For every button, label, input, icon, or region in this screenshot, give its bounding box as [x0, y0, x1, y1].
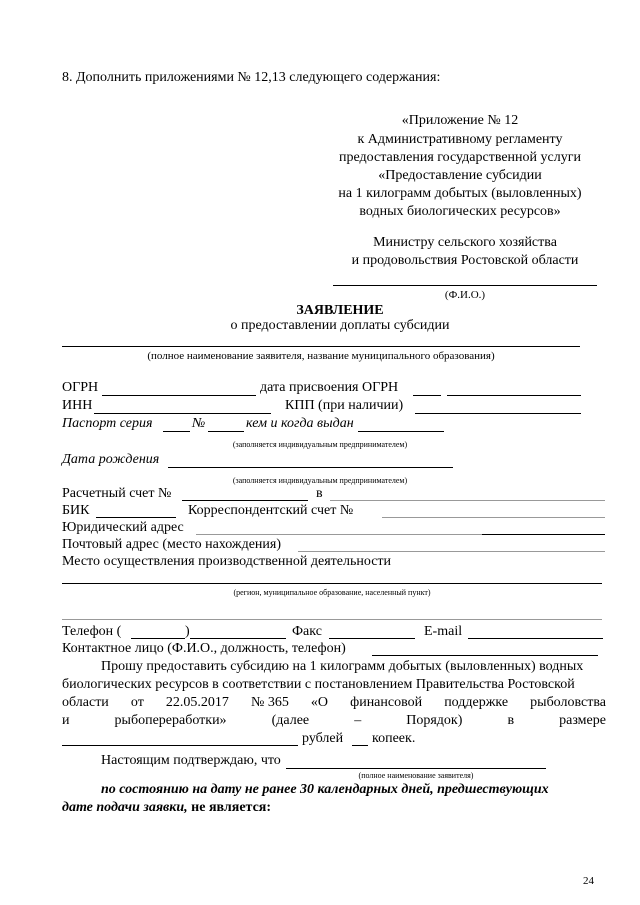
bik-field[interactable] [96, 517, 176, 518]
birth-date-label: Дата рождения [62, 452, 160, 467]
activity-place-caption: (регион, муниципальное образование, населенный пункт) [233, 588, 431, 597]
amount-rub-field[interactable] [62, 745, 298, 746]
activity-place-field-2[interactable] [62, 619, 602, 620]
phone-code-field[interactable] [131, 638, 185, 639]
fax-field[interactable] [329, 638, 415, 639]
fio-line[interactable] [333, 285, 597, 286]
bank-field[interactable] [330, 500, 605, 501]
postal-address-field[interactable] [298, 551, 605, 552]
passport-series-label: Паспорт серия [62, 416, 153, 431]
request-l4-w3: (далее [271, 713, 310, 728]
contact-label: Контактное лицо (Ф.И.О., должность, телефон) [62, 641, 346, 656]
corr-account-label: Корреспондентский счет № [188, 503, 354, 518]
request-l3-w4: № 365 [250, 695, 289, 710]
phone-close-paren: ) [185, 624, 190, 639]
corr-account-field[interactable] [382, 517, 605, 518]
request-l4-w5: Порядок) [406, 713, 463, 728]
phone-number-field[interactable] [190, 638, 286, 639]
kpp-field[interactable] [415, 413, 581, 414]
confirm-applicant-field[interactable] [286, 768, 546, 769]
activity-place-field[interactable] [62, 583, 602, 584]
appendix-line-4: на 1 килограмм добытых (выловленных) [338, 186, 582, 201]
ministry-line-2: и продовольствия Ростовской области [351, 253, 579, 268]
appendix-line-2: предоставления государственной услуги [339, 150, 581, 165]
passport-note: (заполняется индивидуальным предпринимателем) [232, 440, 408, 449]
birth-date-field[interactable] [168, 467, 453, 468]
amount-kop-field[interactable] [352, 745, 368, 746]
passport-issued-field[interactable] [358, 431, 444, 432]
request-l4-w1: и [62, 713, 70, 728]
appendix-line-3: «Предоставление субсидии [378, 168, 542, 183]
appendix-line-1: к Административному регламенту [357, 132, 563, 147]
request-line-1: Прошу предоставить субсидию на 1 килограмм добытых (выловленных) водных [101, 659, 584, 674]
confirm-caption: (полное наименование заявителя) [358, 771, 474, 780]
request-l3-w8: рыболовства [530, 695, 606, 710]
inn-label: ИНН [62, 398, 93, 413]
fax-label: Факс [292, 624, 322, 639]
contact-field[interactable] [372, 655, 598, 656]
account-label: Расчетный счет № [62, 486, 172, 501]
request-line-3 [62, 695, 606, 711]
phone-label: Телефон ( [62, 624, 122, 639]
request-line-4 [62, 713, 606, 729]
confirm-bold-line-2b: не является: [191, 800, 272, 815]
request-l3-w2: от [130, 695, 144, 710]
doc-subtitle: о предоставлении доплаты субсидии [230, 318, 450, 333]
legal-address-field-2[interactable] [482, 534, 605, 535]
fio-caption: (Ф.И.О.) [444, 289, 486, 301]
confirm-bold-line-1: по состоянию на дату не ранее 30 календарных дней, предшествующих [101, 782, 549, 797]
account-in-label: в [316, 486, 323, 501]
confirm-text: Настоящим подтверждаю, что [101, 753, 281, 768]
ogrn-date-label: дата присвоения ОГРН [260, 380, 399, 395]
applicant-caption: (полное наименование заявителя, название муниципального образования) [147, 350, 495, 362]
passport-no-field[interactable] [208, 431, 244, 432]
kpp-label: КПП (при наличии) [285, 398, 404, 413]
birth-date-note: (заполняется индивидуальным предпринимателем) [232, 476, 408, 485]
activity-place-label: Место осуществления производственной деятельности [62, 554, 392, 569]
account-field[interactable] [182, 500, 308, 501]
page-number: 24 [583, 875, 594, 887]
email-field[interactable] [468, 638, 603, 639]
request-l4-w4: – [354, 713, 362, 728]
passport-series-field[interactable] [163, 431, 190, 432]
request-l3-w6: финансовой [350, 695, 423, 710]
inn-field[interactable] [94, 413, 271, 414]
ogrn-label: ОГРН [62, 380, 99, 395]
request-l3-w7: поддержке [444, 695, 509, 710]
request-l3-w3: 22.05.2017 [165, 695, 229, 710]
ogrn-date-field-2[interactable] [447, 395, 581, 396]
kop-label: копеек. [372, 731, 416, 746]
request-line-2: биологических ресурсов в соответствии с постановлением Правительства Ростовской [62, 677, 575, 692]
item-8-text: 8. Дополнить приложениями № 12,13 следующего содержания: [62, 70, 441, 85]
appendix-title: «Приложение № 12 [401, 113, 519, 128]
request-l3-w5: «О [310, 695, 329, 710]
appendix-line-5: водных биологических ресурсов» [359, 204, 561, 219]
bik-label: БИК [62, 503, 90, 518]
request-l4-w6: в [507, 713, 515, 728]
rub-label: рублей [302, 731, 344, 746]
confirm-bold-line-2a: дате подачи заявки, [62, 800, 188, 815]
passport-issued-label: кем и когда выдан [246, 416, 354, 431]
passport-no-label: № [192, 416, 206, 431]
email-label: E-mail [424, 624, 463, 639]
legal-address-label: Юридический адрес [62, 520, 184, 535]
ministry-line-1: Министру сельского хозяйства [373, 235, 557, 250]
request-l3-w1: области [62, 695, 109, 710]
applicant-name-line[interactable] [62, 346, 580, 347]
postal-address-label: Почтовый адрес (место нахождения) [62, 537, 281, 552]
confirm-bold-line-2 [62, 800, 271, 816]
request-l4-w7: размере [559, 713, 606, 728]
doc-title: ЗАЯВЛЕНИЕ [296, 303, 384, 318]
request-l4-w2: рыбопереработки» [114, 713, 227, 728]
ogrn-field[interactable] [102, 395, 256, 396]
ogrn-date-field-1[interactable] [413, 395, 441, 396]
legal-address-field-1[interactable] [196, 534, 482, 535]
